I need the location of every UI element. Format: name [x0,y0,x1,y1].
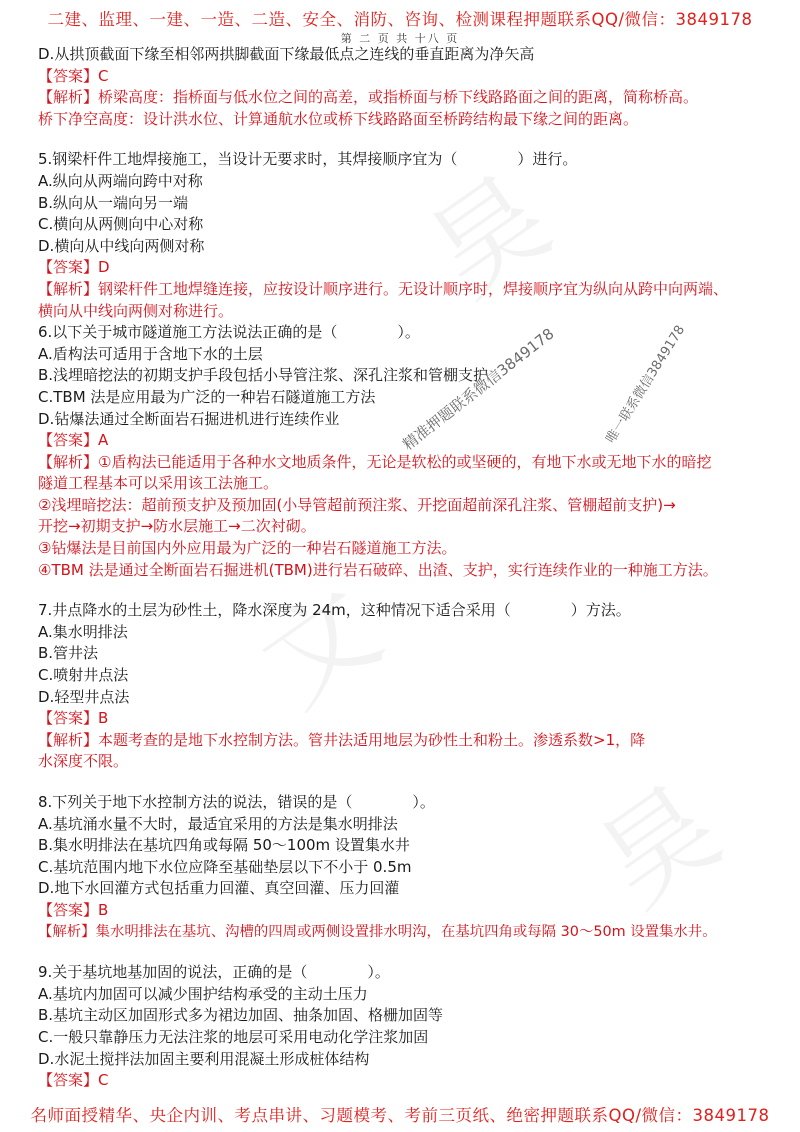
option-c: C.一般只靠静压力无法注浆的地层可采用电动化学注浆加固 [38,1027,429,1046]
analysis: 桥下净空高度：设计洪水位、计算通航水位或桥下线路路面至桥跨结构最下缘之间的距离。 [38,109,639,128]
option-d: D.地下水回灌方式包括重力回灌、真空回灌、压力回灌 [38,879,400,898]
option-c: C.喷射井点法 [38,666,129,685]
option-a: A.纵向从两端向跨中对称 [38,171,203,190]
question-stem: 5.钢梁杆件工地焊接施工，当设计无要求时，其焊接顺序宜为（ ）进行。 [38,150,578,169]
analysis: ④TBM 法是通过全断面岩石掘进机(TBM)进行岩石破碎、出渣、支护，实行连续作业的一种施工方法。 [38,560,718,579]
question-stem: 7.井点降水的土层为砂性土，降水深度为 24m，这种情况下适合采用（ ）方法。 [38,601,631,620]
option-b: B.集水明排法在基坑四角或每隔 50～100m 设置集水井 [38,836,410,855]
option-d: D.从拱顶截面下缘至相邻两拱脚截面下缘最低点之连线的垂直距离为净矢高 [38,45,535,63]
option-a: A.基坑内加固可以减少围护结构承受的主动土压力 [38,984,368,1003]
analysis: 【解析】本题考查的是地下水控制方法。管井法适用地层为砂性土和粉土。渗透系数>1，降 [38,730,646,749]
option-b: B.基坑主动区加固形式多为裙边加固、抽条加固、格栅加固等 [38,1006,444,1025]
answer: 【答案】B [38,709,109,728]
answer: 【答案】D [38,258,110,277]
question-9 [38,962,778,1092]
analysis: ②浅埋暗挖法：超前预支护及预加固(小导管超前预注浆、开挖面超前深孔注浆、管棚超前支护)→ [38,495,676,514]
analysis: 【解析】桥梁高度：指桥面与低水位之间的高差，或指桥面与桥下线路路面之间的距离，简称桥高。 [38,88,699,107]
option-a: A.盾构法可适用于含地下水的土层 [38,344,263,363]
question-stem: 8.下列关于地下水控制方法的说法，错误的是（ ）。 [38,793,435,811]
page-number: 第 二 页 共 十八 页 [340,32,460,45]
option-d: D.轻型井点法 [38,687,130,706]
option-b: B.管井法 [38,644,99,663]
option-d: D.横向从中线向两侧对称 [38,236,205,255]
document-body [38,44,778,1092]
option-d: D.水泥土搅拌法加固主要利用混凝土形成桩体结构 [38,1049,370,1068]
answer: 【答案】B [38,900,109,919]
question-7 [38,600,778,773]
option-a: A.基坑涌水量不大时，最适宜采用的方法是集水明排法 [38,814,398,833]
option-b: B.浅埋暗挖法的初期支护手段包括小导管注浆、深孔注浆和管棚支护 [38,366,489,385]
option-d: D.钻爆法通过全断面岩石掘进机进行连续作业 [38,409,340,428]
question-5 [38,149,778,322]
answer: 【答案】A [38,431,109,450]
question-stem: 6.以下关于城市隧道施工方法说法正确的是（ ）。 [38,323,420,342]
analysis: ③钻爆法是目前国内外应用最为广泛的一种岩石隧道施工方法。 [38,539,457,558]
option-b: B.纵向从一端向另一端 [38,193,189,212]
option-a: A.集水明排法 [38,622,128,641]
option-c: C.基坑范围内地下水位应降至基础垫层以下不小于 0.5m [38,857,412,876]
question-4-tail [38,44,778,130]
analysis: 【解析】①盾构法已能适用于各种水文地质条件，无论是软松的或坚硬的，有地下水或无地下水的暗挖 [38,452,712,471]
option-c: C.TBM 法是应用最为广泛的一种岩石隧道施工方法 [38,387,376,406]
option-c: C.横向从两侧向中心对称 [38,215,204,234]
question-8 [38,792,778,943]
background-watermark-glyph: 昊 [408,152,572,321]
header-banner: 二建、监理、一建、一造、二造、安全、消防、咨询、检测课程押题联系QQ/微信：3849178 [47,10,753,29]
analysis: 水深度不限。 [38,752,129,771]
background-watermark-glyph: 文 [238,562,402,731]
analysis: 隧道工程基本可以采用该工法施工。 [38,474,279,493]
watermark-text: 唯一联系微信3849178 [603,322,689,447]
analysis: 【解析】集水明排法在基坑、沟槽的四周或两侧设置排水明沟，在基坑四角或每隔 30～50m 设置集水井。 [38,923,717,940]
watermark-text: 精准押题联系微信3849178 [399,324,558,454]
analysis: 开挖→初期支护→防水层施工→二次衬砌。 [38,517,316,536]
analysis: 横向从中线向两侧对称进行。 [38,301,234,320]
footer-banner: 名师面授精华、央企内训、考点串讲、习题模考、考前三页纸、绝密押题联系QQ/微信：3849178 [30,1106,770,1125]
analysis: 【解析】钢梁杆件工地焊缝连接，应按设计顺序进行。无设计顺序时，焊接顺序宜为纵向从跨中向两端、 [38,279,729,298]
background-watermark-glyph: 昊 [578,762,742,931]
question-stem: 9.关于基坑地基加固的说法，正确的是（ ）。 [38,963,390,982]
answer: 【答案】C [38,1071,109,1090]
answer: 【答案】C [38,66,109,85]
